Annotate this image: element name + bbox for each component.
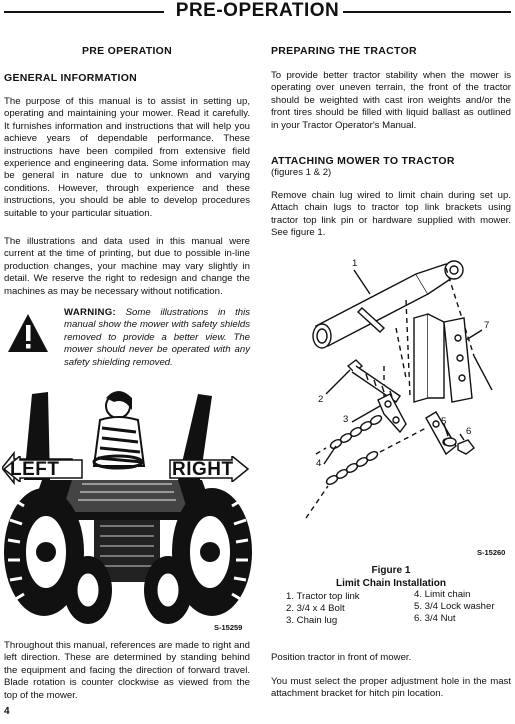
paragraph-position-tractor: Position tractor in front of mower. (271, 652, 412, 663)
legend-item-2: 2. 3/4 x 4 Bolt (286, 603, 345, 614)
paragraph-attaching-mower: Remove chain lug wired to limit chain during set up. Attach chain lugs to tractor top link brackets using tractor top link pin or hardware supplied with mower. See figure 1. (271, 190, 511, 239)
legend-item-4: 4. Limit chain (414, 589, 471, 600)
legend-item-1: 1. Tractor top link (286, 591, 360, 602)
legend-item-6: 6. 3/4 Nut (414, 613, 456, 624)
callout-2: 2 (318, 394, 324, 405)
tractor-figure-code: S-15259 (214, 623, 243, 632)
attaching-figures-ref: (figures 1 & 2) (271, 167, 332, 178)
section-heading-preparing-tractor: PREPARING THE TRACTOR (271, 45, 417, 57)
limit-chain-figure-code: S-15260 (477, 548, 506, 557)
figure-title: Figure 1 (371, 565, 411, 576)
warning-label: WARNING: (64, 307, 116, 318)
callout-7: 7 (484, 320, 490, 331)
paragraph-illustrations: The illustrations and data used in this manual were current at the time of printing, but due to possible in-line production changes, your machine may vary slightly in detail. We reserve the right to redesign and change the machines as may be necessary without notification. (4, 236, 250, 297)
section-heading-pre-operation: PRE OPERATION (81, 45, 173, 57)
right-direction-label: RIGHT (172, 459, 234, 480)
warning-text (64, 307, 250, 369)
warning-triangle-icon (6, 312, 50, 356)
legend-item-5: 5. 3/4 Lock washer (414, 601, 495, 612)
page-number: 4 (4, 706, 10, 717)
paragraph-directions: Throughout this manual, references are made to right and left direction. These are determined by standing behind the equipment and facing the direction of forward travel. Blade rotation is counter clockwise as viewed from the top of the mower. (4, 640, 250, 701)
callout-6: 6 (466, 426, 472, 437)
left-direction-label: LEFT (10, 459, 60, 480)
paragraph-preparing-tractor: To provide better tractor stability when the mower is operating over uneven terrain, the front of the tractor should be weighted with cast iron weights and/or the front tires should be filled with liquid ballast as outlined in your Tractor Operator's Manual. (271, 70, 511, 131)
limit-chain-figure (296, 248, 506, 548)
callout-5: 5 (441, 416, 447, 427)
legend-item-3: 3. Chain lug (286, 615, 338, 626)
figure-caption: Limit Chain Installation (335, 578, 446, 589)
warning-message: Some illustrations in this manual show the mower with safety shields removed to provide a better view. The mower should never be operated with any safety shielding removed. (64, 307, 250, 368)
tractor-illustration (2, 380, 252, 630)
section-heading-general-information: GENERAL INFORMATION (4, 72, 138, 84)
callout-1: 1 (352, 258, 358, 269)
page-title: PRE-OPERATION (0, 0, 515, 22)
section-heading-attaching-mower: ATTACHING MOWER TO TRACTOR (271, 155, 455, 167)
paragraph-select-hole: You must select the proper adjustment hole in the mast attachment bracket for hitch pin location. (271, 676, 511, 700)
callout-4: 4 (316, 458, 322, 469)
callout-3: 3 (343, 414, 349, 425)
paragraph-purpose: The purpose of this manual is to assist in setting up, operating and maintaining your mower. Read it carefully. It furnishes information and instructions that will help you achieve years of dependable performance. These instructions have been compiled from extensive field experience and engineering data. Some information may be general in nature due to unknown and varying conditions. However, through experience and these instructions, you should be able to develop procedures suitable to your particular situation. (4, 96, 250, 219)
